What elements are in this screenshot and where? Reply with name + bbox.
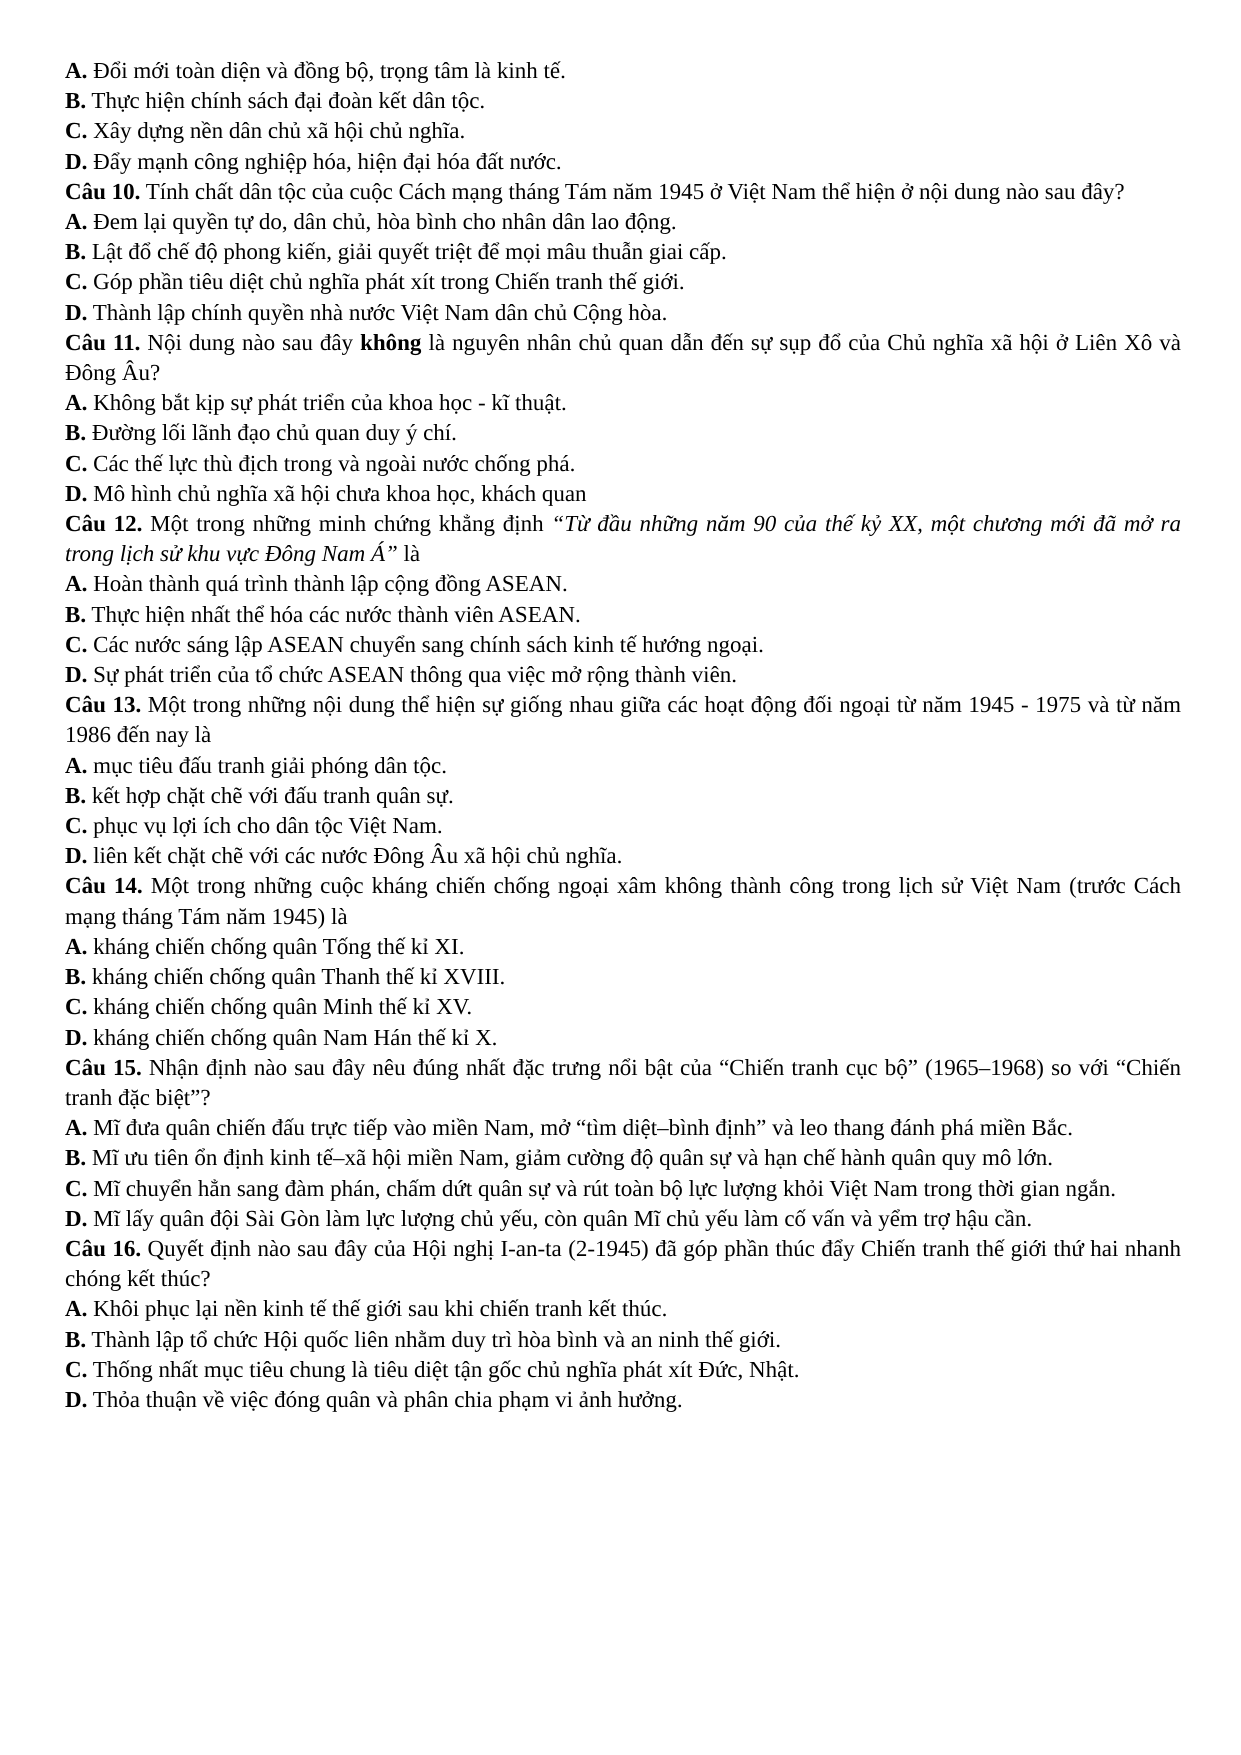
- option-b: B. Thực hiện nhất thể hóa các nước thành viên ASEAN.: [65, 601, 581, 627]
- option-b: B. kháng chiến chống quân Thanh thế kỉ XVIII.: [65, 964, 506, 990]
- option-a: A. Khôi phục lại nền kinh tế thế giới sau khi chiến tranh kết thúc.: [65, 1296, 668, 1322]
- option-c: C. Các nước sáng lập ASEAN chuyển sang chính sách kinh tế hướng ngoại.: [65, 631, 764, 657]
- question-13: [65, 690, 1181, 871]
- question-stem: Câu 14. Một trong những cuộc kháng chiến chống ngoại xâm không thành công trong lịch sử Việt Nam (trước Cách mạng tháng Tám năm 1945) là: [65, 873, 1181, 929]
- option-b: B. Thực hiện chính sách đại đoàn kết dân tộc.: [65, 88, 486, 114]
- question-12: [65, 509, 1181, 690]
- question-stem: Câu 12. Một trong những minh chứng khẳng định “Từ đầu những năm 90 của thế kỷ XX, một chương mới đã mở ra trong lịch sử khu vực Đông Nam Á” là: [65, 511, 1182, 567]
- option-a: A. Mĩ đưa quân chiến đấu trực tiếp vào miền Nam, mở “tìm diệt–bình định” và leo thang đánh phá miền Bắc.: [65, 1115, 1073, 1141]
- option-c: C. phục vụ lợi ích cho dân tộc Việt Nam.: [65, 813, 443, 839]
- option-d: D. liên kết chặt chẽ với các nước Đông Âu xã hội chủ nghĩa.: [65, 843, 623, 869]
- question-stem: Câu 10. Tính chất dân tộc của cuộc Cách mạng tháng Tám năm 1945 ở Việt Nam thể hiện ở nội dung nào sau đây?: [65, 178, 1125, 204]
- option-d: D. Sự phát triển của tổ chức ASEAN thông qua việc mở rộng thành viên.: [65, 662, 738, 688]
- option-c: C. Góp phần tiêu diệt chủ nghĩa phát xít trong Chiến tranh thế giới.: [65, 269, 685, 295]
- option-b: B. Đường lối lãnh đạo chủ quan duy ý chí.: [65, 420, 457, 446]
- option-a: A. Không bắt kịp sự phát triển của khoa học - kĩ thuật.: [65, 390, 567, 416]
- question-10: [65, 177, 1181, 328]
- option-c: C. Mĩ chuyển hẳn sang đàm phán, chấm dứt quân sự và rút toàn bộ lực lượng khỏi Việt Nam trong thời gian ngắn.: [65, 1175, 1116, 1201]
- option-d: D. Thỏa thuận về việc đóng quân và phân chia phạm vi ảnh hưởng.: [65, 1386, 683, 1412]
- option-b: B. Lật đổ chế độ phong kiến, giải quyết triệt để mọi mâu thuẫn giai cấp.: [65, 239, 727, 265]
- option-d: D. Đẩy mạnh công nghiệp hóa, hiện đại hóa đất nước.: [65, 148, 562, 174]
- option-b: B. kết hợp chặt chẽ với đấu tranh quân sự.: [65, 782, 454, 808]
- option-a: A. Đổi mới toàn diện và đồng bộ, trọng tâm là kinh tế.: [65, 58, 566, 83]
- option-d: D. Thành lập chính quyền nhà nước Việt Nam dân chủ Cộng hòa.: [65, 299, 668, 325]
- pre-options: [65, 56, 1181, 177]
- quoted-statement: “Từ đầu những năm 90 của thế kỷ XX, một chương mới đã mở ra trong lịch sử khu vực Đông Nam Á”: [65, 511, 1182, 567]
- option-c: C. Thống nhất mục tiêu chung là tiêu diệt tận gốc chủ nghĩa phát xít Đức, Nhật.: [65, 1356, 800, 1382]
- question-15: [65, 1053, 1181, 1234]
- question-16: [65, 1234, 1181, 1415]
- option-a: A. Hoàn thành quá trình thành lập cộng đồng ASEAN.: [65, 571, 568, 597]
- option-c: C. Các thế lực thù địch trong và ngoài nước chống phá.: [65, 450, 576, 476]
- option-c: C. Xây dựng nền dân chủ xã hội chủ nghĩa.: [65, 118, 466, 144]
- option-b: B. Mĩ ưu tiên ổn định kinh tế–xã hội miền Nam, giảm cường độ quân sự và hạn chế hành quân quy mô lớn.: [65, 1145, 1053, 1171]
- question-stem: Câu 11. Nội dung nào sau đây không là nguyên nhân chủ quan dẫn đến sự sụp đổ của Chủ nghĩa xã hội ở Liên Xô và Đông Âu?: [65, 329, 1181, 386]
- question-14: [65, 871, 1181, 1052]
- option-a: A. Đem lại quyền tự do, dân chủ, hòa bình cho nhân dân lao động.: [65, 209, 677, 235]
- option-a: A. mục tiêu đấu tranh giải phóng dân tộc.: [65, 752, 447, 778]
- option-c: C. kháng chiến chống quân Minh thế kỉ XV.: [65, 994, 473, 1020]
- question-stem: Câu 13. Một trong những nội dung thể hiện sự giống nhau giữa các hoạt động đối ngoại từ năm 1945 - 1975 và từ năm 1986 đến nay là: [65, 692, 1182, 748]
- question-stem: Câu 15. Nhận định nào sau đây nêu đúng nhất đặc trưng nổi bật của “Chiến tranh cục bộ” (1965–1968) so với “Chiến tranh đặc biệt”?: [65, 1054, 1182, 1110]
- option-b: B. Thành lập tổ chức Hội quốc liên nhằm duy trì hòa bình và an ninh thế giới.: [65, 1326, 781, 1352]
- question-11: [65, 328, 1181, 509]
- option-d: D. Mĩ lấy quân đội Sài Gòn làm lực lượng chủ yếu, còn quân Mĩ chủ yếu làm cố vấn và yểm trợ hậu cần.: [65, 1205, 1033, 1231]
- emphasis-word: không: [360, 329, 422, 355]
- question-stem: Câu 16. Quyết định nào sau đây của Hội nghị I-an-ta (2-1945) đã góp phần thúc đẩy Chiến tranh thế giới thứ hai nhanh chóng kết thúc?: [65, 1235, 1181, 1292]
- option-d: D. kháng chiến chống quân Nam Hán thế kỉ X.: [65, 1024, 498, 1050]
- option-a: A. kháng chiến chống quân Tống thế kỉ XI.: [65, 933, 465, 959]
- option-d: D. Mô hình chủ nghĩa xã hội chưa khoa học, khách quan: [65, 480, 587, 506]
